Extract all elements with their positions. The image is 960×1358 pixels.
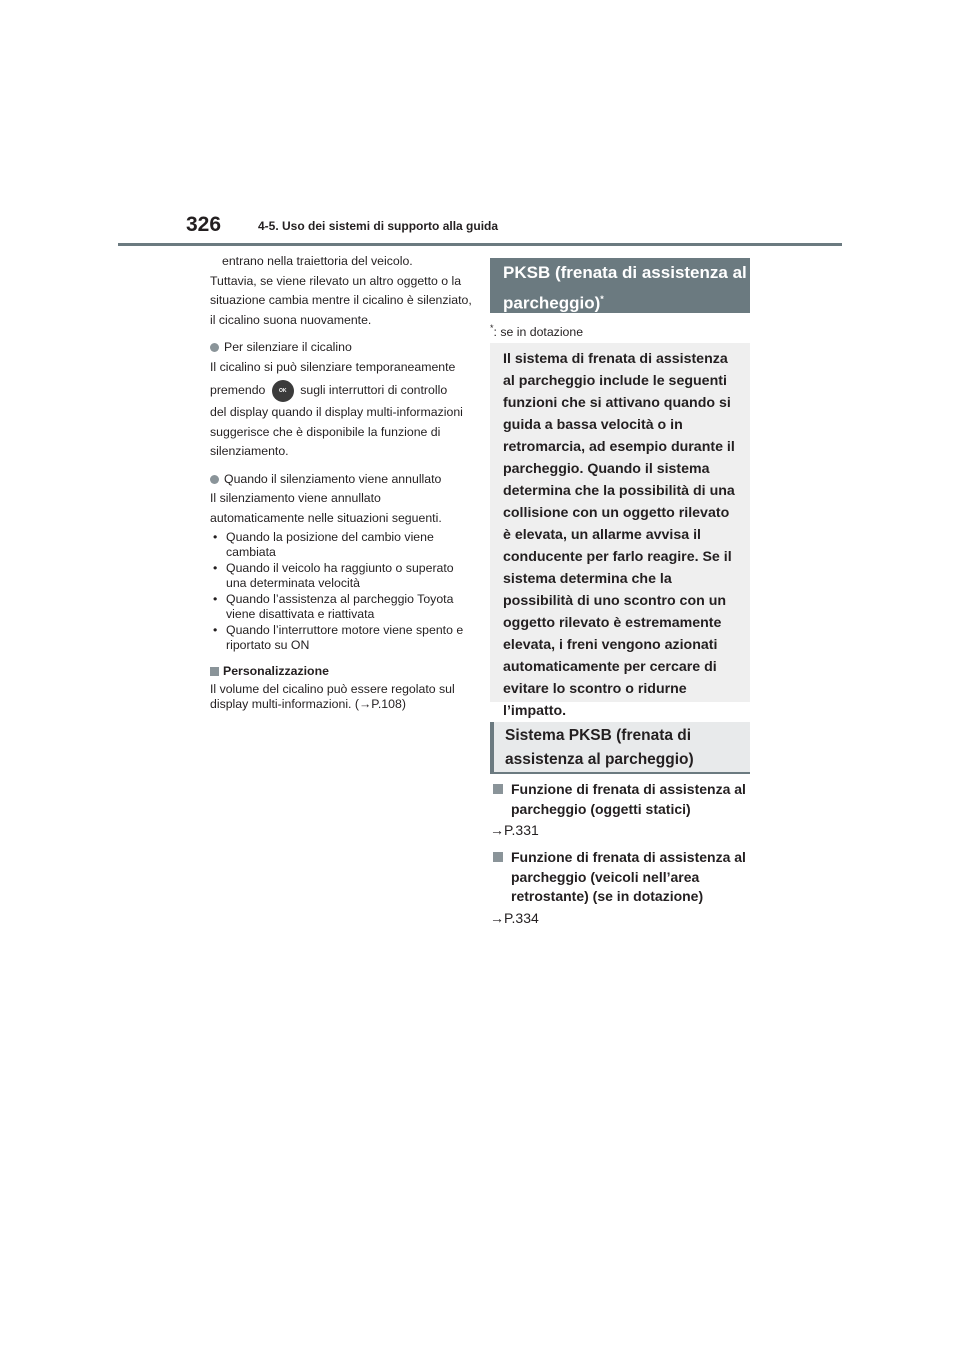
personalization-text: Il volume del cicalino può essere regolato sul display multi-informazioni. (→P.108) [210, 681, 455, 711]
mute-line-1: Il cicalino si può silenziare temporaneamente [210, 359, 456, 374]
personalization-heading [210, 662, 472, 682]
list-marker: • [213, 623, 218, 637]
pksb-title: PKSB (frenata di assistenza al parcheggio) [503, 263, 747, 313]
square-bullet-icon [493, 784, 503, 794]
subsection-title: Funzione di frenata di assistenza al parcheggio (oggetti statici) [511, 781, 746, 817]
list-item: • Quando l’assistenza al parcheggio Toyota viene disattivata e riattivata [213, 592, 454, 621]
mute-pre: premendo [210, 383, 266, 397]
paragraph-resound: Tuttavia, se viene rilevato un altro oggetto o la situazione cambia mentre il cicalino è silenziato, il cicalino suona nuovamente. [210, 273, 472, 327]
subsection-rear-vehicles [490, 848, 750, 907]
bullet-heading-text: Per silenziare il cicalino [224, 340, 352, 354]
mute-rest: del display quando il display multi-informazioni suggerisce che è disponibile la funzione di silenziamento. [210, 405, 463, 458]
list-item: • Quando l’interruttore motore viene spento e riportato su ON [213, 623, 464, 652]
intro-box: Il sistema di frenata di assistenza al parcheggio include le seguenti funzioni che si attivano quando si guida a bassa velocità o in retromarcia, ad esempio durante il parcheggio. Quando il sistema determina che la possibilità di una collisione con un oggetto rilevato è elevata, un allarme avvisa il conducente per farlo reagire. Se il sistema determina che la possibilità di uno scontro con un oggetto rilevato è estremamente elevata, i freni vengono azionati automaticamente per cercare di evitare lo scontro o ridurne l’impatto. [490, 343, 750, 702]
bullet-dot-icon [210, 343, 219, 352]
header-rule [118, 243, 842, 246]
page-reference-link[interactable]: →P.334 [490, 910, 539, 926]
personalization-title: Personalizzazione [223, 664, 329, 678]
mute-post: sugli interruttori di controllo [300, 383, 448, 397]
page-reference-link[interactable]: →P.331 [490, 822, 539, 838]
pksb-title-box [490, 258, 750, 313]
left-column [210, 252, 472, 712]
list-marker: • [213, 530, 218, 544]
footnote [490, 323, 583, 339]
footnote-text: : se in dotazione [493, 325, 584, 340]
mute-line-2 [210, 377, 472, 403]
section-title: 4-5. Uso dei sistemi di supporto alla guida [258, 219, 499, 233]
list-item: • Quando il veicolo ha raggiunto o superato una determinata velocità [213, 561, 454, 590]
square-bullet-icon [493, 852, 503, 862]
footnote-star: * [490, 323, 494, 333]
square-bullet-icon [210, 667, 219, 676]
list-item: • Quando la posizione del cambio viene cambiata [213, 530, 434, 559]
paragraph-continued: entrano nella traiettoria del veicolo. [222, 254, 413, 268]
ok-button-icon: OK [272, 380, 294, 402]
bullet-heading-text: Quando il silenziamento viene annullato [224, 471, 442, 486]
cancel-text: Il silenziamento viene annullato automaticamente nelle situazioni seguenti. [210, 491, 442, 525]
cancel-list [210, 530, 472, 652]
footnote-mark: * [600, 294, 604, 304]
subsection-title: Funzione di frenata di assistenza al parcheggio (veicoli nell’area retrostante) (se in dotazione) [511, 849, 746, 904]
system-heading: Sistema PKSB (frenata di assistenza al parcheggio) [490, 722, 750, 774]
subsection-static [490, 780, 750, 819]
bullet-dot-icon [210, 475, 219, 484]
bullet-heading-mute [210, 338, 472, 358]
bullet-heading-cancel [210, 470, 472, 490]
page-number: 326 [186, 213, 222, 236]
list-marker: • [213, 592, 218, 606]
list-marker: • [213, 561, 218, 575]
